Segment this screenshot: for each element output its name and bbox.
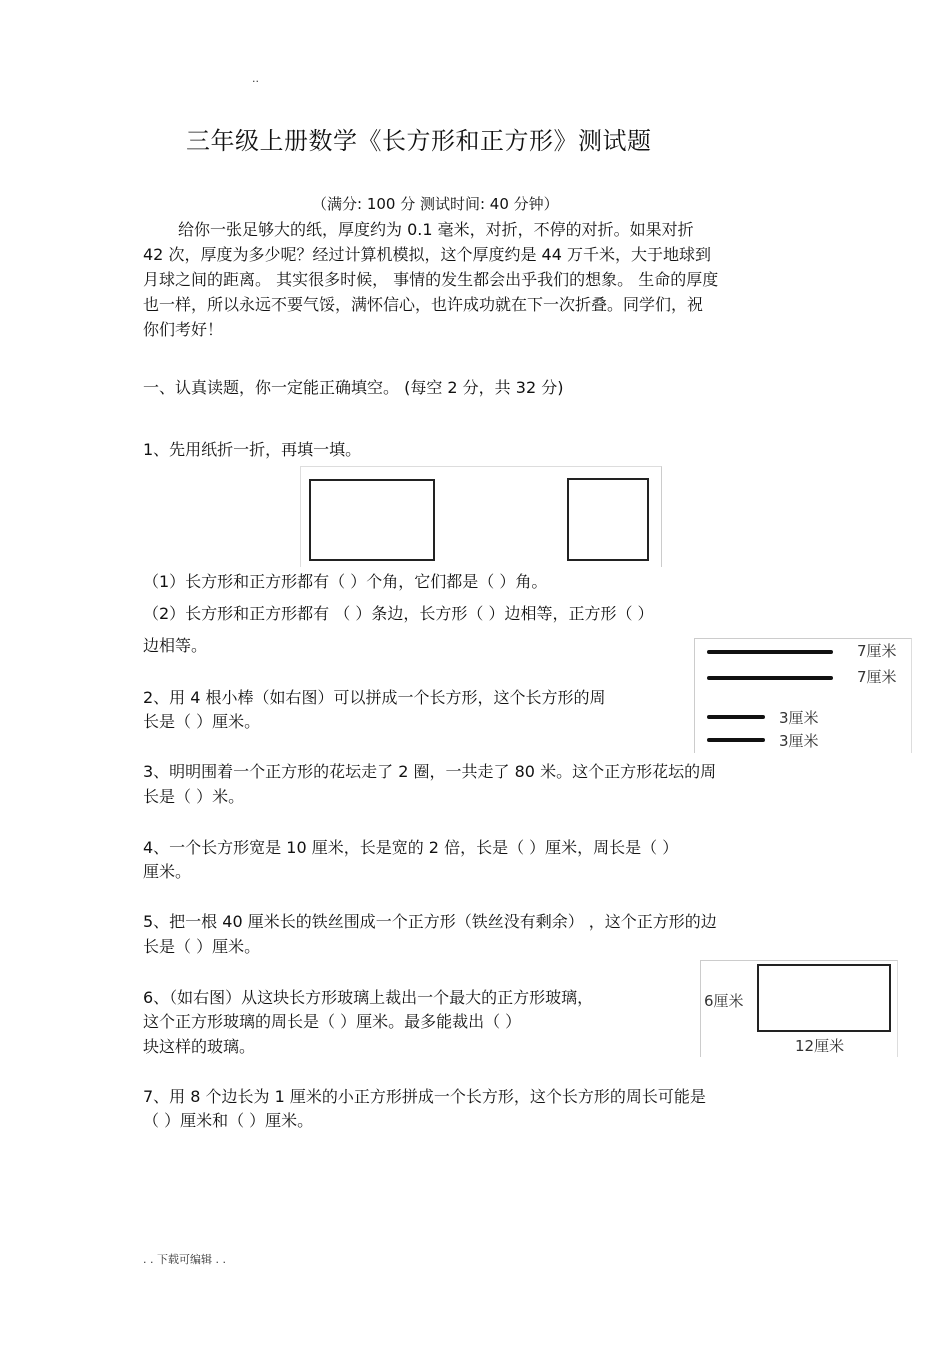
stick-3cm-1 bbox=[707, 715, 765, 719]
stick-7cm-2 bbox=[707, 676, 833, 680]
stick-7cm-1 bbox=[707, 650, 833, 654]
q1-sub2-line1: （2）长方形和正方形都有 （ ）条边，长方形（ ）边相等，正方形（ ） bbox=[143, 604, 654, 623]
q1-sub1: （1）长方形和正方形都有（ ）个角，它们都是（ ）角。 bbox=[143, 572, 548, 591]
q4-line1: 4、一个长方形宽是 10 厘米，长是宽的 2 倍，长是（ ）厘米，周长是（ ） bbox=[143, 838, 679, 857]
header-mark: .. bbox=[252, 72, 259, 85]
exam-meta: （满分: 100 分 测试时间: 40 分钟） bbox=[312, 195, 559, 213]
glass-rectangle bbox=[757, 964, 891, 1032]
section-heading: 一、认真读题，你一定能正确填空。 (每空 2 分，共 32 分) bbox=[143, 378, 564, 397]
page-footer: . . 下载可编辑 . . bbox=[143, 1253, 226, 1266]
q5-line1: 5、把一根 40 厘米长的铁丝围成一个正方形（铁丝没有剩余） ，这个正方形的边 bbox=[143, 912, 717, 931]
glass-figure bbox=[700, 960, 898, 1057]
sticks-figure bbox=[694, 638, 912, 753]
q2-line1: 2、用 4 根小棒（如右图）可以拼成一个长方形，这个长方形的周 bbox=[143, 688, 606, 707]
q7-line1: 7、用 8 个边长为 1 厘米的小正方形拼成一个长方形，这个长方形的周长可能是 bbox=[143, 1087, 706, 1106]
q1-stem: 1、先用纸折一折，再填一填。 bbox=[143, 440, 362, 459]
stick-label-1: 7厘米 bbox=[857, 642, 897, 660]
intro-line-3: 月球之间的距离。 其实很多时候， 事情的发生都会出乎我们的想象。 生命的厚度 bbox=[143, 270, 719, 289]
glass-height-label: 6厘米 bbox=[704, 992, 744, 1010]
stick-label-3: 3厘米 bbox=[779, 709, 819, 727]
q2-line2: 长是（ ）厘米。 bbox=[143, 712, 261, 731]
q7-line2: （ ）厘米和（ ）厘米。 bbox=[143, 1111, 314, 1130]
q5-line2: 长是（ ）厘米。 bbox=[143, 937, 261, 956]
q6-line3: 块这样的玻璃。 bbox=[143, 1037, 256, 1056]
stick-label-2: 7厘米 bbox=[857, 668, 897, 686]
intro-line-5: 你们考好！ bbox=[143, 320, 224, 339]
q4-line2: 厘米。 bbox=[143, 862, 192, 881]
q3-line2: 长是（ ）米。 bbox=[143, 787, 245, 806]
q1-sub2-line2: 边相等。 bbox=[143, 636, 208, 655]
glass-width-label: 12厘米 bbox=[795, 1037, 845, 1055]
intro-line-2: 42 次，厚度为多少呢？经过计算机模拟，这个厚度约是 44 万千米，大于地球到 bbox=[143, 245, 711, 264]
intro-line-1: 给你一张足够大的纸，厚度约为 0.1 毫米，对折，不停的对折。如果对折 bbox=[178, 220, 694, 239]
stick-3cm-2 bbox=[707, 738, 765, 742]
q6-line1: 6、（如右图）从这块长方形玻璃上裁出一个最大的正方形玻璃， bbox=[143, 988, 594, 1007]
q3-line1: 3、明明围着一个正方形的花坛走了 2 圈，一共走了 80 米。这个正方形花坛的周 bbox=[143, 762, 717, 781]
square-shape bbox=[567, 478, 649, 561]
stick-label-4: 3厘米 bbox=[779, 732, 819, 750]
page-title: 三年级上册数学《长方形和正方形》测试题 bbox=[186, 127, 652, 155]
q6-line2: 这个正方形玻璃的周长是（ ）厘米。最多能裁出（ ） bbox=[143, 1012, 522, 1031]
intro-line-4: 也一样，所以永远不要气馁，满怀信心，也许成功就在下一次折叠。同学们，祝 bbox=[143, 295, 704, 314]
rectangle-shape bbox=[309, 479, 435, 561]
shapes-figure bbox=[300, 466, 662, 567]
